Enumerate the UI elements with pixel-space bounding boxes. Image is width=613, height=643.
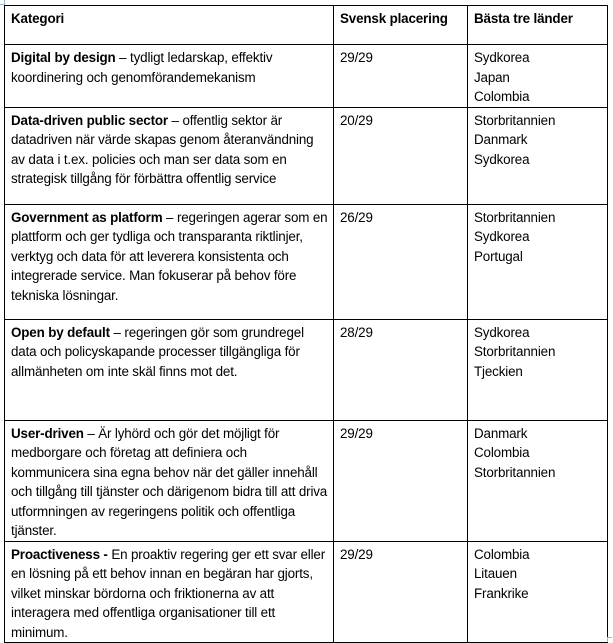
category-cell	[5, 107, 334, 204]
countries-cell	[468, 107, 608, 204]
header-kategori: Kategori	[5, 6, 334, 45]
country-2: Sydkorea	[474, 229, 530, 244]
country-1: Danmark	[474, 425, 528, 441]
country-3: Frankrike	[474, 585, 529, 601]
category-term: Open by default	[11, 324, 110, 340]
category-cell	[5, 420, 334, 541]
category-cell	[5, 319, 334, 420]
table-row	[5, 541, 608, 643]
category-description: tydligt ledarskap, effektiv koordinering och genomförandemekanism	[11, 50, 273, 85]
country-3: Storbritannien	[474, 464, 556, 480]
category-separator: –	[83, 425, 99, 441]
category-separator: –	[115, 50, 131, 65]
placement-cell: 29/29	[334, 420, 468, 541]
placement-cell: 28/29	[334, 319, 468, 420]
category-term: User-driven	[11, 425, 84, 441]
selection-corner-mark-bottom-right	[607, 637, 612, 642]
country-2: Japan	[474, 69, 510, 85]
countries-cell	[468, 420, 608, 541]
category-cell	[5, 541, 334, 643]
table-row	[5, 204, 608, 319]
countries-cell	[468, 204, 608, 319]
table-row	[5, 107, 608, 204]
header-svensk-placering: Svensk placering	[334, 6, 468, 45]
category-description: En proaktiv regering ger ett svar eller en lösning på ett behov innan en begäran har gjorts, vilket minskar bördorna och friktionerna av att interagera med offentliga organisationer till ett minimum.	[11, 546, 326, 640]
country-3: Tjeckien	[474, 363, 523, 379]
category-term: Digital by design	[11, 50, 116, 65]
country-1: Storbritannien	[474, 112, 556, 128]
country-3: Portugal	[474, 248, 523, 264]
placement-cell: 20/29	[334, 107, 468, 204]
category-term: Proactiveness -	[11, 546, 108, 562]
country-2: Colombia	[474, 445, 530, 460]
category-separator: –	[167, 112, 183, 128]
category-cell	[5, 204, 334, 319]
category-separator: –	[109, 324, 125, 340]
country-3: Colombia	[474, 89, 530, 104]
countries-cell	[468, 319, 608, 420]
country-1: Storbritannien	[474, 209, 556, 225]
ranking-table	[4, 5, 608, 643]
category-description: regeringen agerar som en plattform och ger tydliga och transparanta riktlinjer, verktyg och data för att leverera konsistenta och integrerade service. Man fokuserar på behov före tekniska lösningar.	[11, 209, 328, 303]
placement-cell: 29/29	[334, 541, 468, 643]
table-row	[5, 45, 608, 108]
table-header-row	[5, 6, 608, 45]
category-term: Data-driven public sector	[11, 112, 168, 128]
category-description: regeringen gör som grundregel data och policyskapande processer tillgängliga för allmänheten om inte skäl finns mot det.	[11, 324, 304, 379]
category-cell	[5, 45, 334, 108]
country-2: Storbritannien	[474, 344, 556, 359]
countries-cell	[468, 45, 608, 108]
country-3: Sydkorea	[474, 151, 530, 167]
category-term: Government as platform	[11, 209, 163, 225]
category-description: Är lyhörd och gör det möjligt för medborgare och företag att definiera och kommunicera sina egna behov när det gäller innehåll och tillgång till tjänster och därigenom bidra till att driva utformningen av regeringens politik och offentliga tjänster.	[11, 425, 328, 538]
placement-cell: 26/29	[334, 204, 468, 319]
country-1: Sydkorea	[474, 50, 530, 65]
category-separator: –	[162, 209, 177, 225]
country-2: Litauen	[474, 566, 517, 581]
countries-cell	[468, 541, 608, 643]
placement-cell: 29/29	[334, 45, 468, 108]
country-1: Sydkorea	[474, 324, 530, 340]
header-basta-tre-lander: Bästa tre länder	[468, 6, 608, 45]
country-2: Danmark	[474, 132, 528, 147]
table-row	[5, 319, 608, 420]
category-description: offentlig sektor är datadriven när värde skapas genom återanvändning av data i t.ex. policies och man ser data som en strategisk tillgång för förbättra offentlig service	[11, 112, 314, 186]
table-row	[5, 420, 608, 541]
country-1: Colombia	[474, 546, 530, 562]
